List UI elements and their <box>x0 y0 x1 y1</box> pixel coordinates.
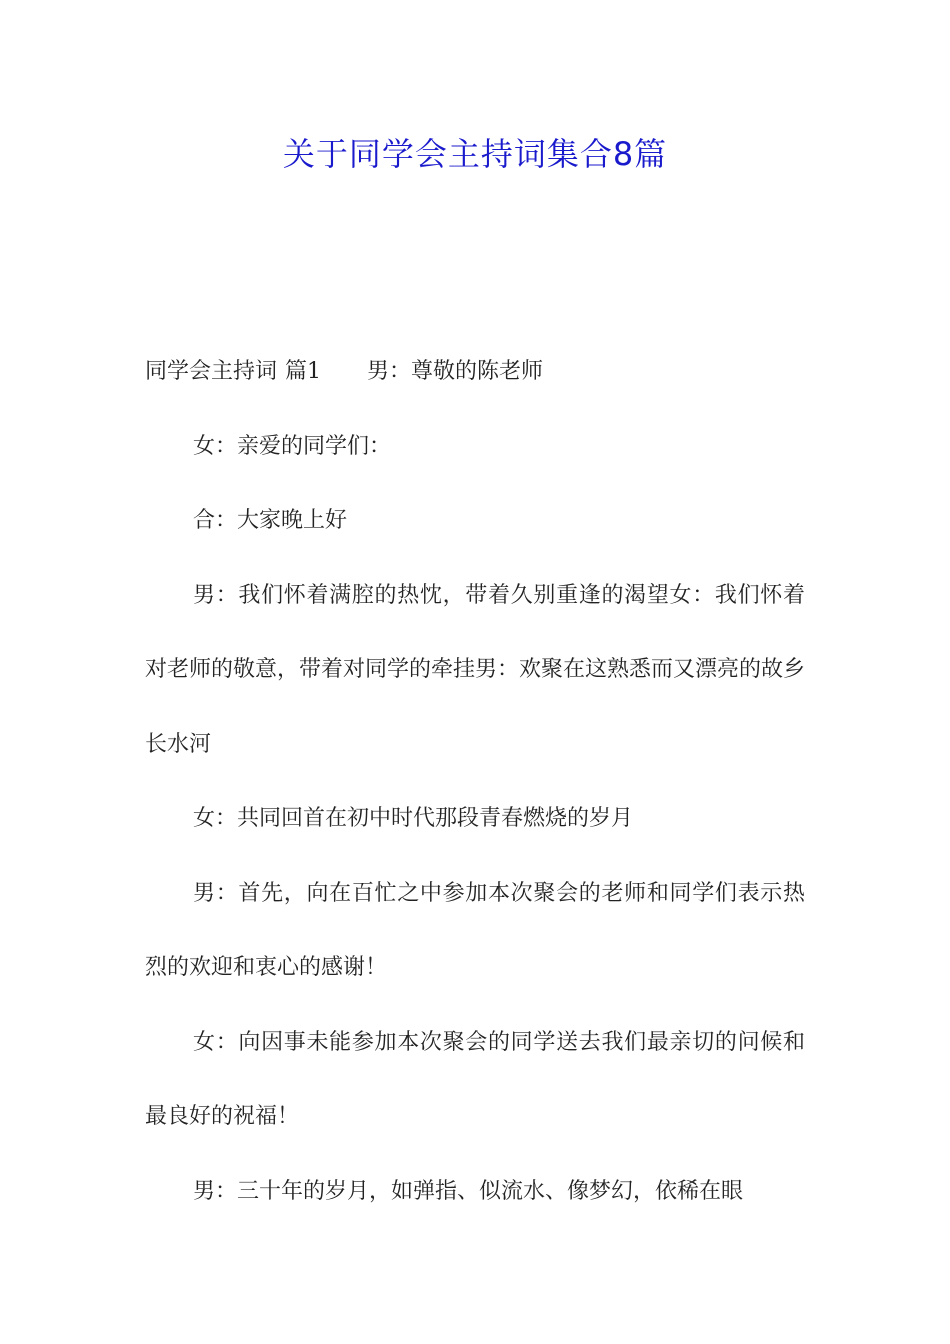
paragraph: 男：三十年的岁月，如弹指、似流水、像梦幻，依稀在眼 <box>193 1178 744 1204</box>
first-line <box>145 335 805 410</box>
paragraph: 女：向因事未能参加本次聚会的同学送去我们最亲切的问候和最良好的祝福！ <box>145 1029 805 1129</box>
document-title: 关于同学会主持词集合8篇 <box>282 135 668 173</box>
document-body <box>145 335 805 1229</box>
section-number: 篇1 <box>285 359 322 384</box>
paragraph: 女：亲爱的同学们： <box>193 433 392 459</box>
paragraph: 男：首先，向在百忙之中参加本次聚会的老师和同学们表示热烈的欢迎和衷心的感谢！ <box>145 880 805 980</box>
paragraph: 女：共同回首在初中时代那段青春燃烧的岁月 <box>193 806 634 831</box>
paragraph: 男：我们怀着满腔的热忱，带着久别重逢的渴望女：我们怀着对老师的敬意，带着对同学的牵挂男：欢聚在这熟悉而又漂亮的故乡长水河 <box>145 582 806 757</box>
paragraph: 合：大家晚上好 <box>193 508 348 533</box>
opening-speech: 男：尊敬的陈老师 <box>367 359 544 384</box>
section-label: 同学会主持词 <box>145 359 278 384</box>
